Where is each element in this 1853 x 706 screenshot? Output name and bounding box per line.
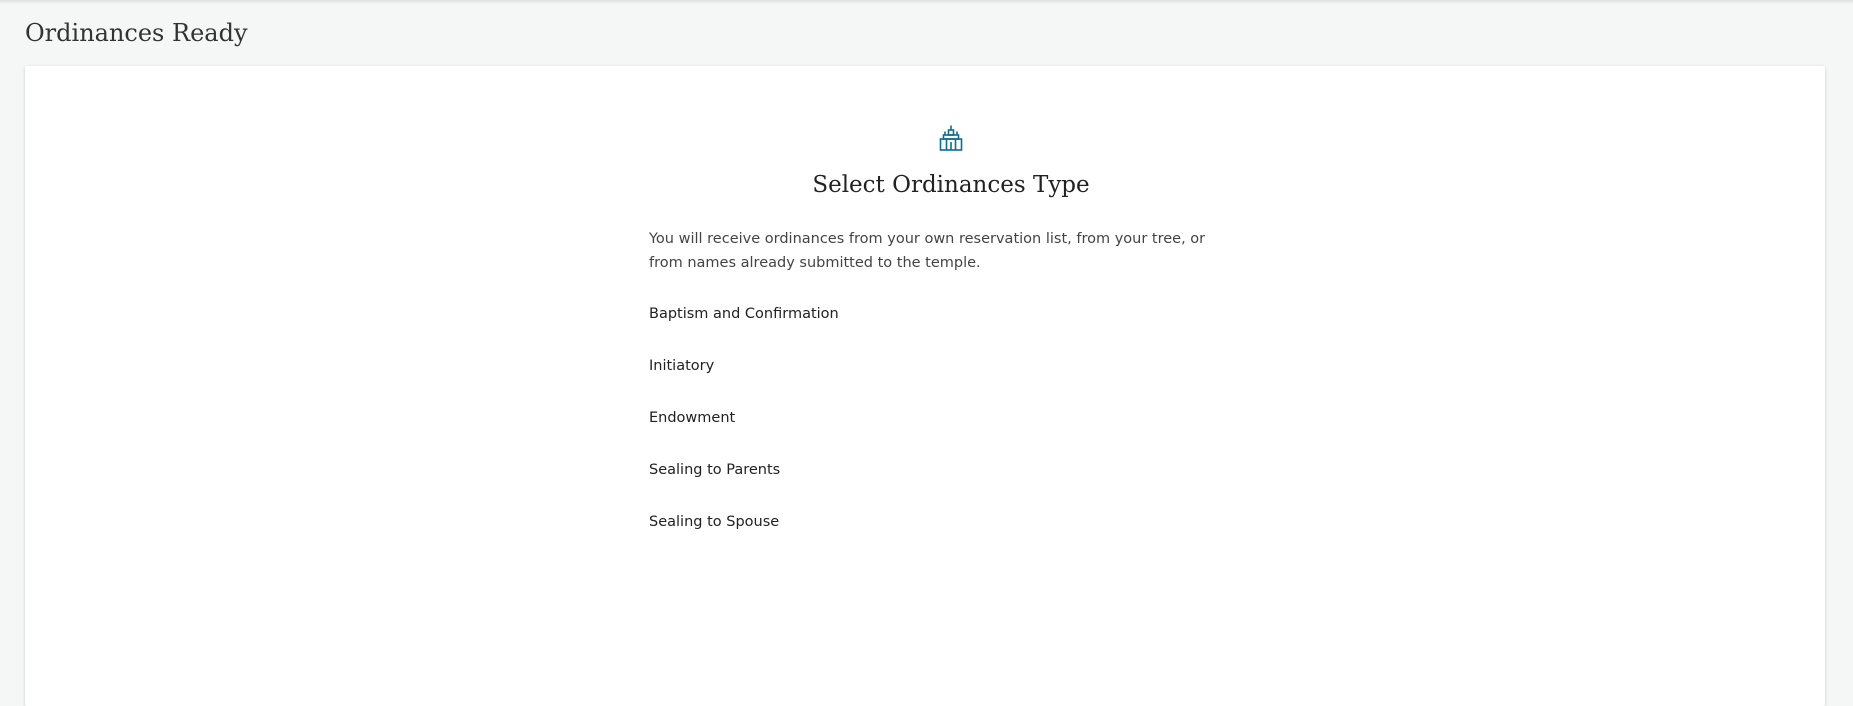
ordinance-type-card	[25, 66, 1825, 706]
top-shadow	[0, 0, 1853, 4]
option-initiatory[interactable]: Initiatory	[649, 358, 715, 374]
option-sealing-to-spouse[interactable]: Sealing to Spouse	[649, 514, 780, 530]
select-ordinances-heading: Select Ordinances Type	[812, 172, 1090, 198]
option-baptism-and-confirmation[interactable]: Baptism and Confirmation	[649, 306, 839, 322]
option-endowment[interactable]: Endowment	[649, 410, 736, 426]
page-title: Ordinances Ready	[25, 19, 248, 47]
option-sealing-to-parents[interactable]: Sealing to Parents	[649, 462, 781, 478]
ordinances-description: You will receive ordinances from your own reservation list, from your tree, or from names already submitted to the temple.	[649, 231, 1206, 271]
ordinance-type-list	[649, 302, 839, 562]
temple-icon	[939, 125, 963, 151]
